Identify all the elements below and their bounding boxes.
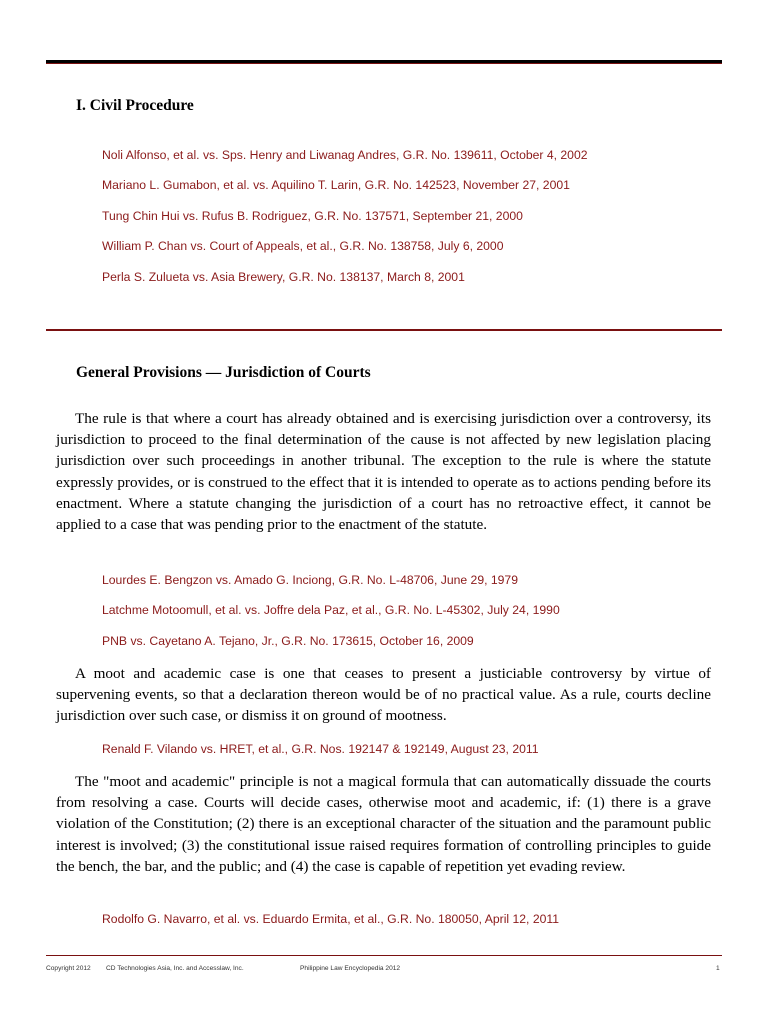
footer-publication: Philippine Law Encyclopedia 2012 bbox=[300, 965, 401, 972]
case-link[interactable]: Renald F. Vilando vs. HRET, et al., G.R. Nos. 192147 & 192149, August 23, 2011 bbox=[102, 742, 539, 756]
footer-publisher: CD Technologies Asia, Inc. and Accesslaw, Inc. bbox=[106, 965, 244, 972]
section-heading: I. Civil Procedure bbox=[76, 97, 194, 114]
body-paragraph: A moot and academic case is one that ceases to present a justiciable controversy by virtue of supervening events, so that a declaration thereon would be of no practical value. As a rule, courts decline jurisdiction over such case, or dismiss it on ground of mootness. bbox=[56, 665, 711, 725]
case-link[interactable]: Noli Alfonso, et al. vs. Sps. Henry and Liwanag Andres, G.R. No. 139611, October 4, 2002 bbox=[102, 148, 588, 162]
case-link[interactable]: Perla S. Zulueta vs. Asia Brewery, G.R. No. 138137, March 8, 2001 bbox=[102, 270, 465, 284]
body-paragraph: The rule is that where a court has already obtained and is exercising jurisdiction over a controversy, its jurisdiction to proceed to the final determination of the cause is not affected by new legislation placing jurisdiction over such proceedings in another tribunal. The exception to the rule is where the statute expressly provides, or is construed to the effect that it is intended to operate as to actions pending before its enactment. Where a statute changing the jurisdiction of a court has no retroactive effect, it cannot be applied to a case that was pending prior to the enactment of the statute. bbox=[56, 410, 711, 534]
page-number: 1 bbox=[716, 965, 720, 972]
case-link[interactable]: Latchme Motoomull, et al. vs. Joffre dela Paz, et al., G.R. No. L-45302, July 24, 1990 bbox=[102, 603, 560, 617]
body-paragraph: The "moot and academic" principle is not a magical formula that can automatically dissuade the courts from resolving a case. Courts will decide cases, otherwise moot and academic, if: (1) there is a grave violation of the Constitution; (2) there is an exceptional character of the situation and the paramount public interest is involved; (3) the constitutional issue raised requires formation of controlling principles to guide the bench, the bar, and the public; and (4) the case is capable of repetition yet evading review. bbox=[56, 773, 711, 875]
footer-rule bbox=[46, 955, 722, 956]
case-link[interactable]: Rodolfo G. Navarro, et al. vs. Eduardo Ermita, et al., G.R. No. 180050, April 12, 2011 bbox=[102, 912, 560, 926]
footer-copyright: Copyright 2012 bbox=[46, 965, 91, 972]
case-link[interactable]: Lourdes E. Bengzon vs. Amado G. Inciong, G.R. No. L-48706, June 29, 1979 bbox=[102, 573, 518, 587]
section-divider bbox=[46, 329, 722, 331]
case-link[interactable]: PNB vs. Cayetano A. Tejano, Jr., G.R. No. 173615, October 16, 2009 bbox=[102, 634, 474, 648]
header-rule-accent bbox=[46, 63, 722, 64]
subsection-heading: General Provisions — Jurisdiction of Courts bbox=[76, 364, 371, 381]
case-link[interactable]: William P. Chan vs. Court of Appeals, et al., G.R. No. 138758, July 6, 2000 bbox=[102, 239, 504, 253]
case-link[interactable]: Tung Chin Hui vs. Rufus B. Rodriguez, G.R. No. 137571, September 21, 2000 bbox=[102, 209, 523, 223]
case-link[interactable]: Mariano L. Gumabon, et al. vs. Aquilino T. Larin, G.R. No. 142523, November 27, 2001 bbox=[102, 178, 570, 192]
